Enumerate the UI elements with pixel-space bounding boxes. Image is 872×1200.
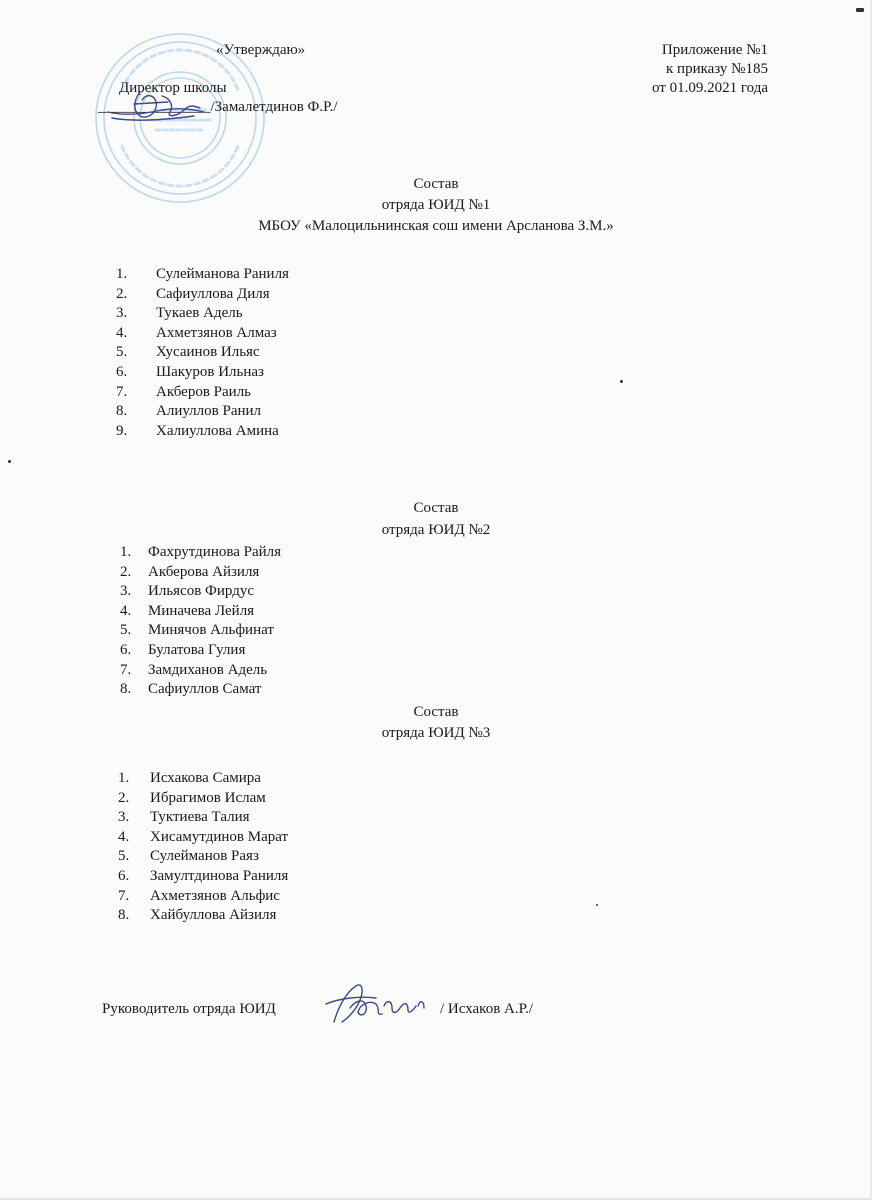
leader-name: / Исхаков А.Р./ bbox=[440, 1001, 533, 1017]
director-label: Директор школы bbox=[119, 80, 227, 96]
scan-speck bbox=[8, 460, 11, 463]
order-label: к приказу №185 bbox=[666, 61, 768, 77]
director-signature-line: _______________/Замалетдинов Ф.Р./ bbox=[98, 99, 338, 115]
list-item: 4. Ахметзянов Алмаз bbox=[116, 324, 277, 341]
order-date: от 01.09.2021 года bbox=[652, 80, 768, 96]
list-item: 5. Сулейманов Раяз bbox=[118, 848, 259, 865]
school-name: МБОУ «Малоцильнинская сош имени Арсланова З.М.» bbox=[258, 218, 614, 234]
list-item: 8. Хайбуллова Айзиля bbox=[118, 907, 277, 924]
squad3-title: Состав bbox=[413, 704, 459, 720]
list-item: 3. Туктиева Талия bbox=[118, 809, 250, 826]
list-item: 1. Исхакова Самира bbox=[118, 770, 261, 786]
list-item: 6. Булатова Гулия bbox=[120, 641, 246, 658]
scan-speck bbox=[620, 380, 623, 383]
director-signature bbox=[104, 86, 214, 126]
list-item: 5. Хусаинов Ильяс bbox=[116, 344, 260, 361]
leader-label: Руководитель отряда ЮИД bbox=[102, 1001, 276, 1017]
list-item: 3. Ильясов Фирдус bbox=[120, 583, 255, 600]
list-item: 6. Шакуров Ильназ bbox=[116, 363, 264, 380]
list-item: 1. Сулейманова Раниля bbox=[116, 266, 289, 282]
list-item: 2. Сафиуллова Диля bbox=[116, 285, 270, 302]
squad2-member-list bbox=[120, 543, 440, 700]
squad3-member-list bbox=[118, 769, 438, 926]
scan-speck bbox=[856, 8, 864, 12]
list-item: 9. Халиуллова Амина bbox=[116, 422, 279, 439]
list-item: 2. Акберова Айзиля bbox=[120, 563, 260, 580]
list-item: 4. Хисамутдинов Марат bbox=[118, 828, 289, 845]
squad1-member-list bbox=[116, 265, 436, 441]
squad3-subtitle: отряда ЮИД №3 bbox=[381, 725, 491, 741]
list-item: 4. Миначева Лейля bbox=[120, 602, 255, 619]
appendix-label: Приложение №1 bbox=[661, 42, 768, 58]
approval-label: «Утверждаю» bbox=[216, 42, 306, 58]
squad1-title: Состав bbox=[413, 176, 459, 192]
squad2-subtitle: отряда ЮИД №2 bbox=[381, 522, 491, 538]
list-item: 5. Минячов Альфинат bbox=[120, 622, 274, 639]
squad1-subtitle: отряда ЮИД №1 bbox=[381, 197, 491, 213]
list-item: 7. Ахметзянов Альфис bbox=[118, 887, 280, 904]
list-item: 7. Замдиханов Адель bbox=[120, 661, 268, 678]
leader-signature bbox=[320, 978, 440, 1030]
list-item: 8. Алиуллов Ранил bbox=[116, 403, 262, 420]
list-item: 8. Сафиуллов Самат bbox=[120, 681, 262, 698]
scan-speck bbox=[596, 904, 598, 906]
list-item: 1. Фахрутдинова Райля bbox=[120, 544, 282, 560]
list-item: 7. Акберов Раиль bbox=[116, 383, 252, 400]
list-item: 3. Тукаев Адель bbox=[116, 305, 243, 322]
list-item: 2. Ибрагимов Ислам bbox=[118, 789, 266, 806]
list-item: 6. Замултдинова Раниля bbox=[118, 867, 289, 884]
squad2-title: Состав bbox=[413, 500, 459, 516]
